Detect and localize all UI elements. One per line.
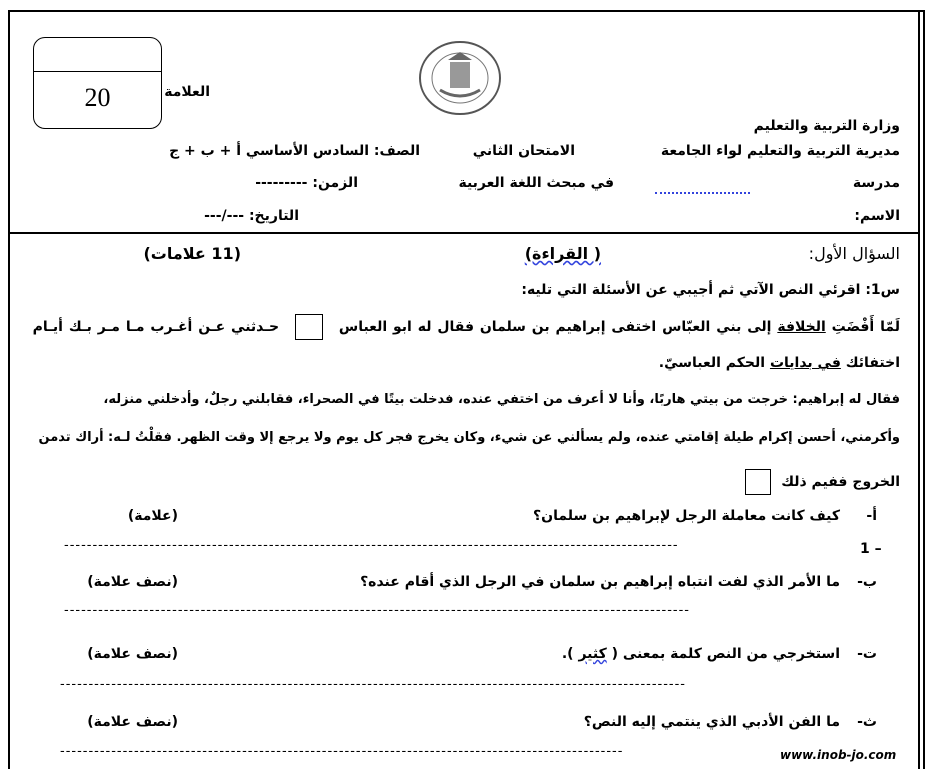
question-d: ما الفن الأدبي الذي ينتمي إليه النص؟ <box>583 714 840 730</box>
answer-line-b[interactable]: -------------------------------------------------------------------------------------------------------------- <box>64 603 691 618</box>
school-field[interactable] <box>655 180 750 194</box>
instruction: س1: اقرئي النص الآتي ثم أجيبي عن الأسئلة التي تليه: <box>521 282 900 298</box>
answer-box[interactable] <box>295 314 323 340</box>
text: استخرجي من النص كلمة بمعنى ( <box>611 646 840 662</box>
q1-section: ( القراءة) <box>524 244 601 263</box>
question-d-mark: (نصف علامة) <box>87 714 178 730</box>
question-b: ما الأمر الذي لفت انتباه إبراهيم بن سلمان في الرجل الذي أقام عنده؟ <box>360 574 840 590</box>
question-a-letter: أ- <box>866 508 877 524</box>
underlined-word: الخلافة <box>777 319 826 335</box>
question-c-letter: ت- <box>857 646 877 662</box>
paragraph-line-5 <box>745 469 900 495</box>
q1-title: السؤال الأول: <box>808 244 900 263</box>
paragraph-line-3: فقال له إبراهيم: خرجت من بيتي هاربًا، وأنا لا أعرف من اختفي عنده، فدخلت بيتًا في الصحراء، فقابلني رجلٌ، وأدخلني منزله، <box>103 392 900 407</box>
header-divider <box>8 232 920 234</box>
underlined-word: في بدايات <box>769 355 841 371</box>
question-a: كيف كانت معاملة الرجل لإبراهيم بن سلمان؟ <box>533 508 840 524</box>
question-c <box>562 646 840 662</box>
text: إلى بني العبّاس اختفى إبراهيم بن سلمان فقال له ابو العباس <box>338 319 772 335</box>
date: التاريخ: ---/--- <box>204 208 299 224</box>
text: اختفائك <box>845 355 900 371</box>
answer-line-c[interactable]: -------------------------------------------------------------------------------------------------------------- <box>60 677 687 692</box>
directorate: مديرية التربية والتعليم لواء الجامعة <box>660 143 900 159</box>
text: حـدثني عـن أغـرب مـا مـر بـك أيـام <box>32 319 280 335</box>
text: الخروج ففيم ذلك <box>781 474 900 490</box>
exam-title: الامتحان الثاني <box>472 143 575 159</box>
answer-line-a[interactable]: ------------------------------------------------------------------------------------------------------------ <box>64 538 679 553</box>
text: الحكم العباسيّ. <box>658 355 766 371</box>
question-d-letter: ث- <box>857 714 877 730</box>
mark-box <box>33 37 162 129</box>
right-border-outer <box>923 10 925 769</box>
mark-label: العلامة <box>164 84 210 100</box>
paragraph-line-1 <box>33 314 900 340</box>
paragraph-line-4: وأكرمني، أحسن إكرام طيلة إقامتي عنده، ولم يسألني عن شيء، وكان يخرج فجر كل يوم ولا يرجع إلا وقت الظهر. فقلْتُ لـه: أراك تدمن <box>38 430 900 445</box>
ministry-logo <box>418 40 502 116</box>
school-label: مدرسة <box>852 175 900 191</box>
question-b-mark: (نصف علامة) <box>87 574 178 590</box>
answer-box[interactable] <box>745 469 771 495</box>
mark-value: 20 <box>84 83 111 112</box>
question-b-letter: ب- <box>857 574 877 590</box>
name-label: الاسم: <box>854 208 900 224</box>
right-border <box>918 10 920 769</box>
q1-marks: (11 علامات) <box>143 244 241 263</box>
word: كثير <box>578 646 607 662</box>
question-a-mark: (علامة) <box>127 508 178 524</box>
site-watermark: www.inob-jo.com <box>780 748 897 762</box>
grade: الصف: السادس الأساسي أ + ب + ج <box>169 143 420 159</box>
text: لَمّا أَفْضَتِ <box>831 319 900 335</box>
question-a-extra: 1 – <box>860 541 882 557</box>
paragraph-line-2 <box>659 355 900 371</box>
ministry: وزارة التربية والتعليم <box>753 118 900 134</box>
left-border <box>8 10 10 769</box>
question-c-mark: (نصف علامة) <box>87 646 178 662</box>
top-border <box>8 10 925 12</box>
time: الزمن: --------- <box>255 175 358 191</box>
subject: في مبحث اللغة العربية <box>458 175 614 191</box>
answer-line-d[interactable]: --------------------------------------------------------------------------------------------------- <box>60 744 624 759</box>
text: ). <box>561 646 574 662</box>
